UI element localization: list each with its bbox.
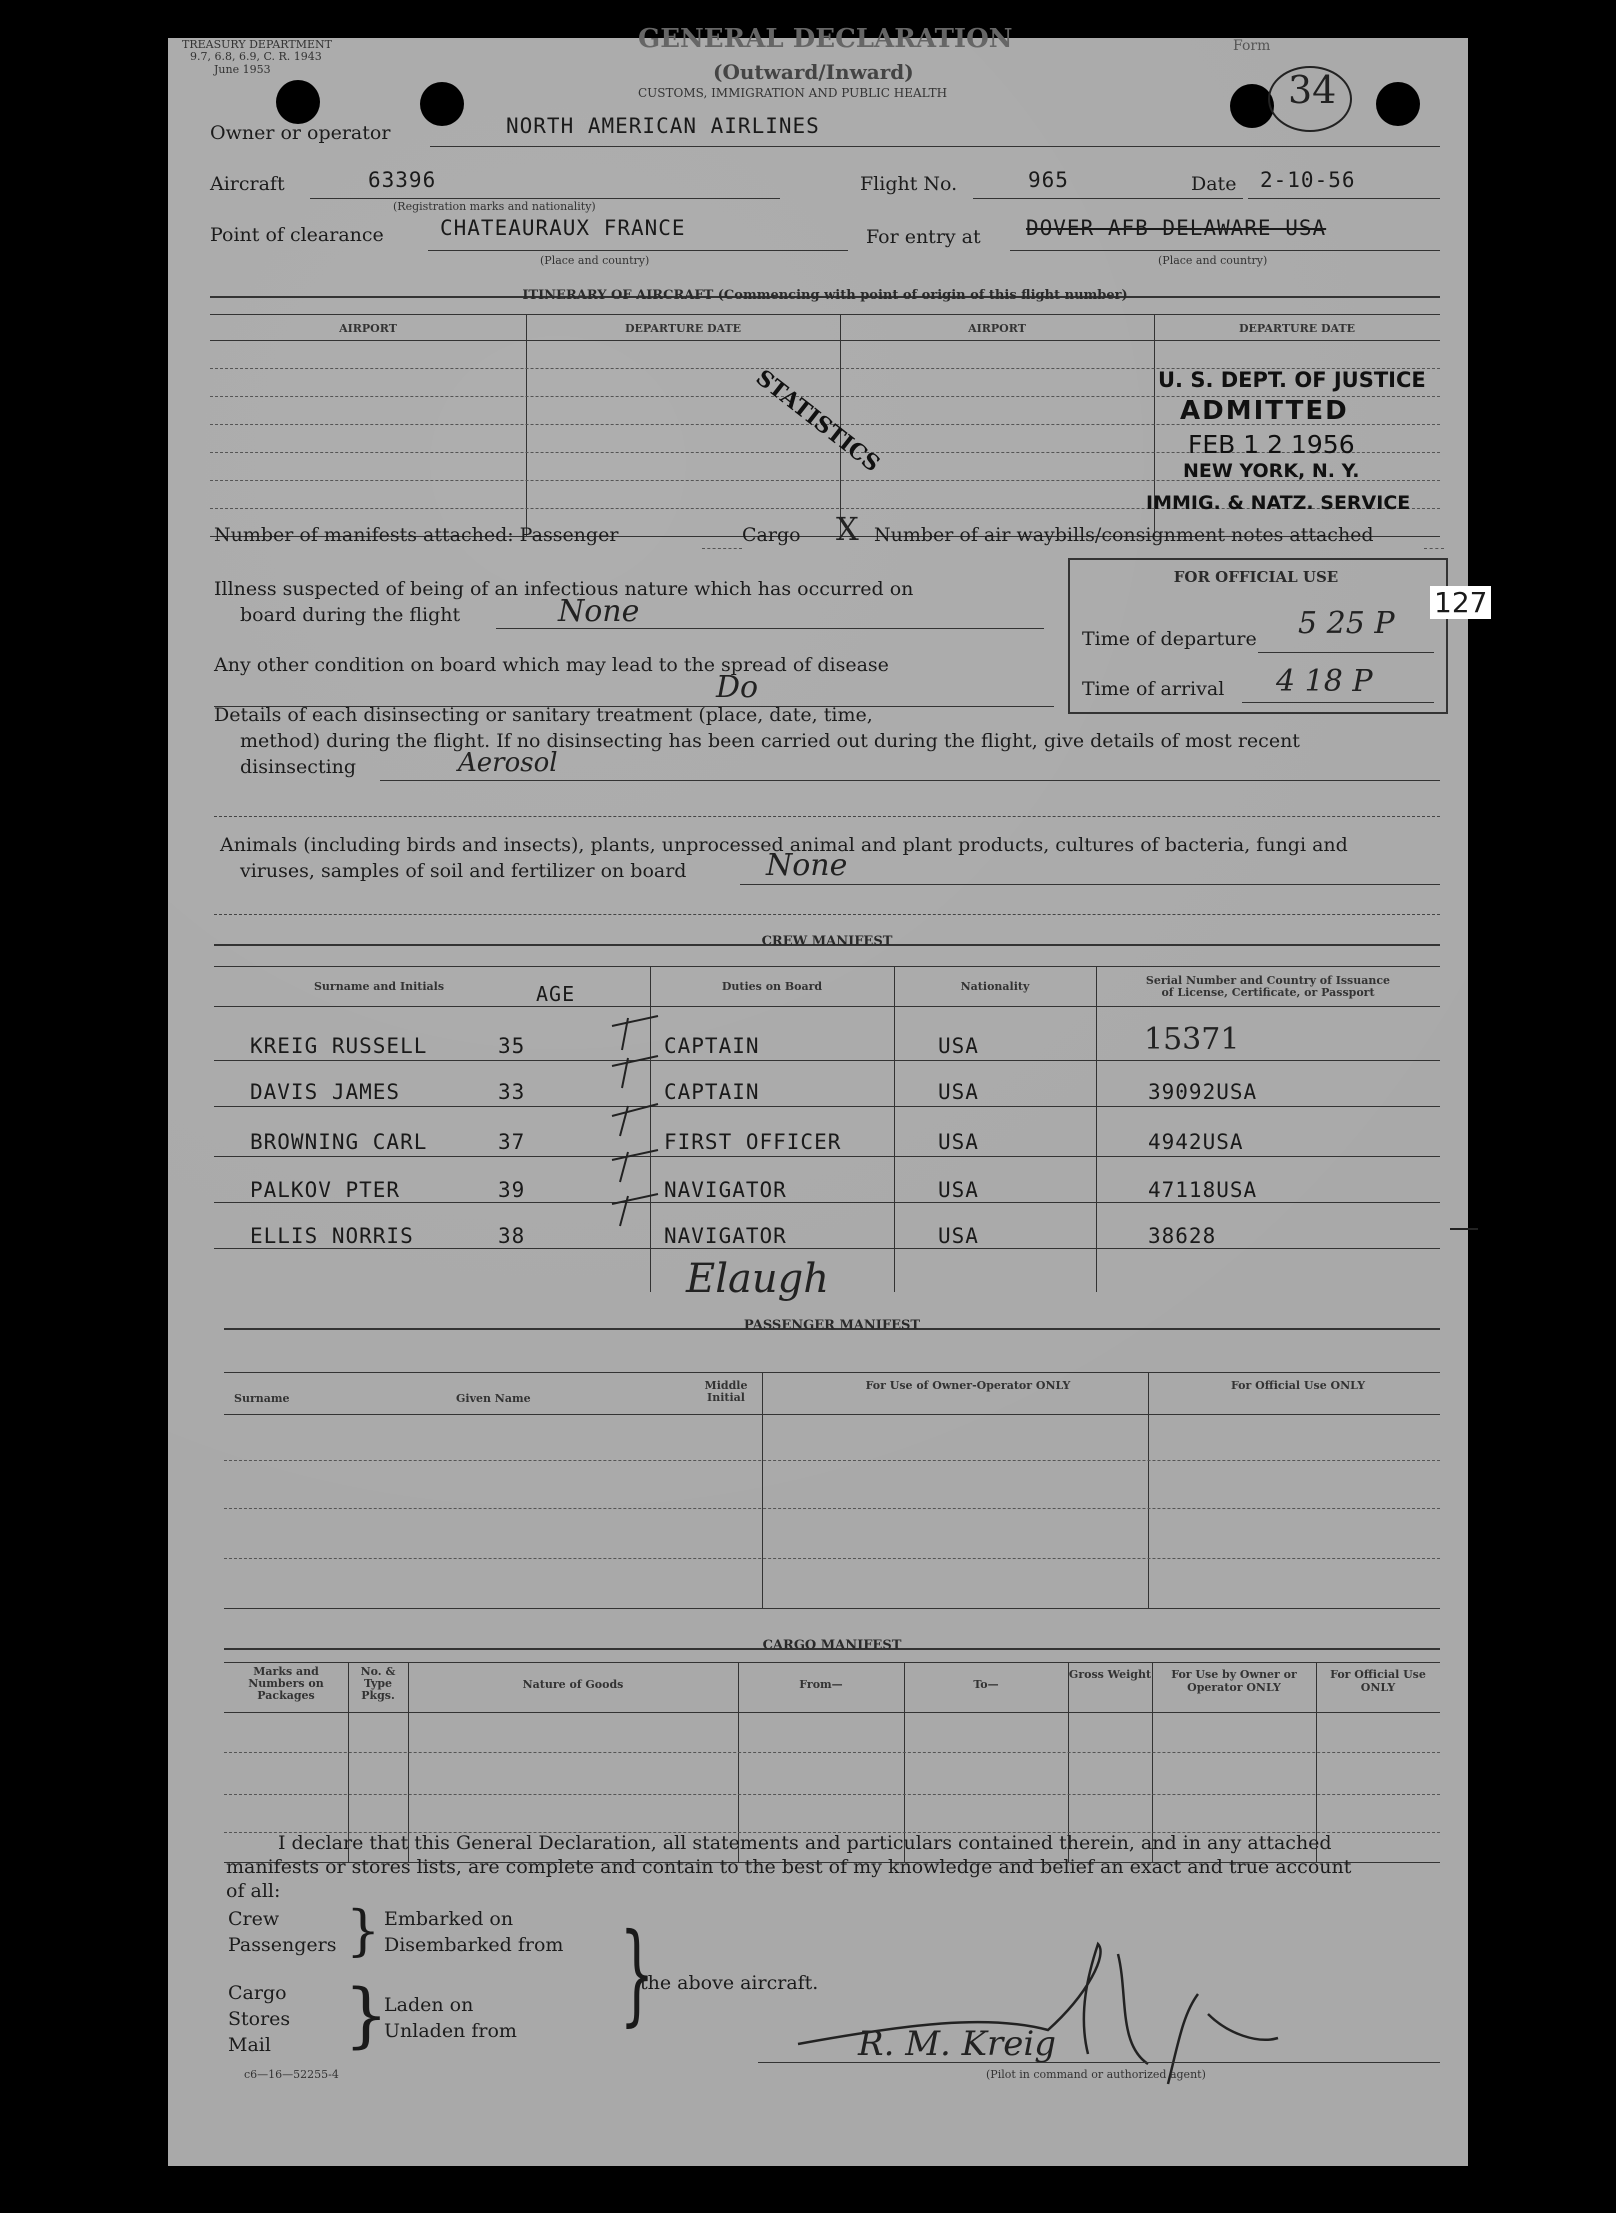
cargo-col-from: From— [799,1678,843,1691]
crew-nationality: USA [938,1034,979,1058]
treasury-date: June 1953 [214,63,271,76]
crew-serial: 4942USA [1148,1130,1244,1154]
crew-duty: NAVIGATOR [664,1224,787,1248]
decl-disembarked: Disembarked from [384,1934,564,1956]
flight-no-value: 965 [1028,168,1069,192]
col-airport: AIRPORT [339,322,397,335]
cargo-col-nature: Nature of Goods [522,1678,624,1691]
crew-name: BROWNING CARL [250,1130,428,1154]
crew-scrawl: Elaugh [686,1256,829,1302]
crew-col-name: Surname and Initials [313,980,445,993]
punch-hole [276,80,320,124]
crew-age: 35 [498,1034,526,1058]
passenger-col-middle: Middle Initial [704,1379,748,1404]
crew-name: PALKOV PTER [250,1178,401,1202]
disinsect-value: Aerosol [458,748,558,778]
crew-nationality: USA [938,1178,979,1202]
col-airport-2: AIRPORT [968,322,1026,335]
crew-age: 38 [498,1224,526,1248]
time-arrival-label: Time of arrival [1082,678,1225,700]
decl-mail: Mail [228,2034,271,2056]
official-number: 127 [1430,586,1491,619]
aircraft-value: 63396 [368,168,437,192]
brace-1: } [346,1899,381,1962]
cargo-col-official: For Official Use ONLY [1330,1668,1426,1694]
date-label: Date [1191,173,1237,195]
punch-hole [420,82,464,126]
passenger-col-owner: For Use of Owner-Operator ONLY [865,1379,1071,1392]
condition-label: Any other condition on board which may lead to the spread of disease [214,654,889,676]
crew-name: ELLIS NORRIS [250,1224,414,1248]
disinsect-label-2: method) during the flight. If no disinsecting has been carried out during the flight, give details of most recent [240,730,1300,752]
cargo-col-gross: Gross Weight [1068,1668,1152,1681]
stamp-line1: U. S. DEPT. OF JUSTICE [1158,368,1426,392]
crew-name: DAVIS JAMES [250,1080,401,1104]
aircraft-hint: (Registration marks and nationality) [393,200,596,213]
animals-label-2: viruses, samples of soil and fertilizer on board [240,860,687,882]
crew-nationality: USA [938,1130,979,1154]
clearance-value: CHATEAURAUX FRANCE [440,216,686,240]
decl-embarked: Embarked on [384,1908,514,1930]
decl-laden: Laden on [384,1994,474,2016]
crew-serial: 47118USA [1148,1178,1258,1202]
crew-col-serial-1: Serial Number and Country of Issuance [1145,974,1391,987]
crew-col-age: AGE [536,982,576,1006]
stamp-line4: NEW YORK, N. Y. [1183,460,1360,482]
crew-serial: 15371 [1144,1022,1240,1057]
official-use-title: FOR OFFICIAL USE [1173,568,1339,586]
animals-value: None [766,848,848,883]
stamp-line5: IMMIG. & NATZ. SERVICE [1146,492,1411,514]
crew-age: 37 [498,1130,526,1154]
pilot-hint: (Pilot in command or authorized agent) [986,2068,1206,2081]
decl-above: the above aircraft. [640,1972,819,1994]
crew-duty: NAVIGATOR [664,1178,787,1202]
ditto-marks [608,1006,668,1256]
crew-col-nationality: Nationality [960,980,1030,993]
brace-2: } [344,1974,389,2056]
print-code: c6—16—52255-4 [244,2068,339,2081]
manifests-waybills-label: Number of air waybills/consignment notes attached [874,524,1374,546]
declaration-text-3: of all: [226,1880,281,1902]
col-departure-2: DEPARTURE DATE [1238,322,1356,335]
crew-col-serial-2: of License, Certificate, or Passport [1161,986,1375,999]
cargo-col-marks: Marks and Numbers on Packages [248,1665,324,1702]
passenger-title: PASSENGER MANIFEST [743,1318,921,1333]
signature: R. M. Kreig [858,2024,1057,2064]
time-arrival-value: 4 18 P [1276,664,1373,699]
punch-hole [1230,84,1274,128]
time-departure-label: Time of departure [1082,628,1257,650]
clearance-hint: (Place and country) [540,254,650,267]
crew-serial: 39092USA [1148,1080,1258,1104]
decl-passengers: Passengers [228,1934,337,1956]
declaration-form [168,24,1488,2166]
crew-age: 33 [498,1080,526,1104]
form-title: GENERAL DECLARATION [638,24,1013,54]
time-departure-value: 5 25 P [1298,606,1395,641]
cargo-title: CARGO MANIFEST [762,1638,902,1653]
crew-age: 39 [498,1178,526,1202]
entry-value: DOVER AFB DELAWARE USA [1026,216,1327,240]
cargo-col-no: No. & Type Pkgs. [360,1665,396,1702]
crew-name: KREIG RUSSELL [250,1034,428,1058]
crew-title: CREW MANIFEST [761,934,893,949]
form-agencies: CUSTOMS, IMMIGRATION AND PUBLIC HEALTH [638,86,948,100]
illness-value: None [558,594,640,629]
punch-hole [1376,82,1420,126]
declaration-text-2: manifests or stores lists, are complete and contain to the best of my knowledge and belief an exact and true account [226,1856,1352,1878]
animals-label-1: Animals (including birds and insects), plants, unprocessed animal and plant products, cultures of bacteria, fungi and [220,834,1348,856]
cargo-col-owner: For Use by Owner or Operator ONLY [1171,1668,1297,1694]
manifests-cargo-label: Cargo [742,524,801,546]
statistics-stamp: STATISTICS [750,364,885,478]
entry-label: For entry at [866,226,981,248]
illness-label-1: Illness suspected of being of an infectious nature which has occurred on [214,578,914,600]
crew-duty: CAPTAIN [664,1034,760,1058]
entry-hint: (Place and country) [1158,254,1268,267]
decl-cargo: Cargo [228,1982,287,2004]
passenger-col-surname: Surname [234,1392,290,1405]
treasury-codes: 9.7, 6.8, 6.9, C. R. 1943 [190,50,322,63]
crew-duty: CAPTAIN [664,1080,760,1104]
page-mark: 34 [1288,68,1337,112]
cargo-col-to: To— [973,1678,999,1691]
decl-stores: Stores [228,2008,291,2030]
passenger-col-given: Given Name [456,1392,531,1405]
form-subtitle: (Outward/Inward) [713,60,914,84]
disinsect-label-3: disinsecting [240,756,357,778]
cargo-mark: X [836,510,859,548]
owner-label: Owner or operator [210,122,391,144]
declaration-text-1: I declare that this General Declaration, all statements and particulars contained therein, and in any attached [278,1832,1332,1854]
condition-value: Do [716,670,759,705]
col-departure: DEPARTURE DATE [624,322,742,335]
brace-3: } [619,1909,655,2037]
flight-no-label: Flight No. [860,173,958,195]
date-value: 2-10-56 [1260,168,1356,192]
crew-nationality: USA [938,1080,979,1104]
stamp-line3: FEB 1 2 1956 [1188,430,1355,459]
owner-value: NORTH AMERICAN AIRLINES [506,114,820,138]
form-code: Form [1233,38,1271,54]
crew-col-duties: Duties on Board [721,980,823,993]
manifests-passenger-label: Number of manifests attached: Passenger [214,524,619,546]
passenger-col-official: For Official Use ONLY [1230,1379,1366,1392]
crew-serial: 38628 [1148,1224,1217,1248]
itinerary-title: ITINERARY OF AIRCRAFT (Commencing with point of origin of this flight number) [522,288,1128,303]
disinsect-label-1: Details of each disinsecting or sanitary treatment (place, date, time, [214,704,873,726]
decl-crew: Crew [228,1908,280,1930]
clearance-label: Point of clearance [210,224,384,246]
crew-nationality: USA [938,1224,979,1248]
aircraft-label: Aircraft [210,173,285,195]
crew-duty: FIRST OFFICER [664,1130,842,1154]
decl-unladen: Unladen from [384,2020,517,2042]
treasury-label: TREASURY DEPARTMENT [182,38,332,51]
stamp-line2: ADMITTED [1180,396,1349,426]
illness-label-2: board during the flight [240,604,461,626]
